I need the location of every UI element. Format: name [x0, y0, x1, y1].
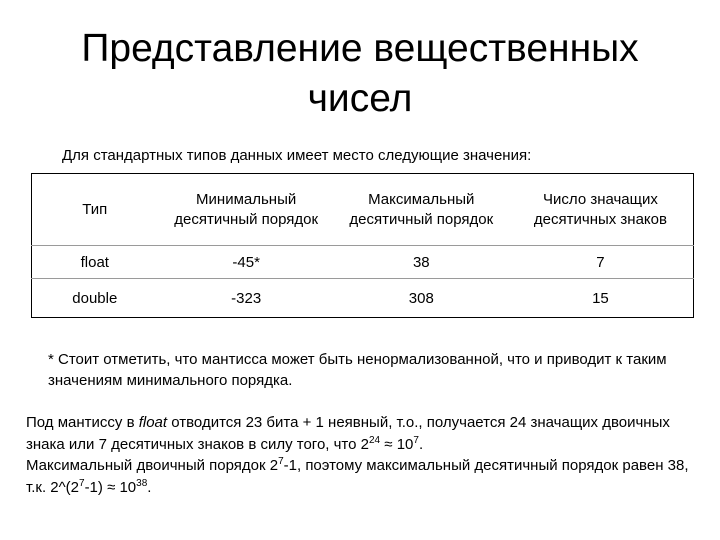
footnote: * Стоит отметить, что мантисса может быть ненормализованной, что и приводит к таким значениям минимального порядка.: [48, 351, 667, 389]
type-name-emphasis: float: [138, 414, 168, 431]
explanation-line-max-exponent: [26, 455, 706, 498]
table-header-row: [32, 174, 694, 246]
header-significant-digits: Число значащих десятичных знаков: [533, 190, 667, 228]
text-span: .: [418, 435, 424, 453]
exponent: 38: [136, 477, 148, 489]
text-span: -1, поэтому максимальный десятичный порядок равен 38, т.к. 2^(2: [26, 457, 689, 496]
cell-type: double: [32, 279, 158, 318]
table-row-float: [32, 246, 694, 279]
exponent: 7: [278, 456, 284, 467]
text-span: ≈ 10: [380, 435, 414, 453]
cell-min-exponent: -45*: [158, 246, 335, 279]
text-span: Под мантиссу в: [26, 414, 139, 431]
intro-text: Для стандартных типов данных имеет место следующие значения:: [62, 147, 532, 164]
cell-significant-digits: 7: [508, 246, 694, 279]
table-row-double: [32, 279, 694, 318]
slide-title: Представление вещественных чисел: [81, 27, 639, 120]
text-span: Максимальный двоичный порядок 2: [26, 457, 279, 474]
cell-max-exponent: 308: [335, 279, 508, 318]
explanation-line-float: [26, 412, 706, 455]
exponent: 24: [369, 434, 381, 446]
power-base: 2: [360, 435, 369, 453]
cell-max-exponent: 38: [335, 246, 508, 279]
header-max-exponent: Максимальный десятичный порядок: [349, 190, 494, 228]
text-span: отводится 23 бита + 1 неявный, т.о., получается 24 значащих двоичных знака или 7 десятичных знаков в силу того, что: [26, 414, 670, 453]
exponent: 7: [413, 434, 419, 446]
cell-significant-digits: 15: [508, 279, 694, 318]
text-span: .: [147, 478, 152, 496]
cell-min-exponent: -323: [158, 279, 335, 318]
text-span: -1) ≈ 10: [84, 478, 137, 496]
float-types-table: [31, 173, 694, 318]
header-type: Тип: [82, 200, 108, 218]
header-min-exponent: Минимальный десятичный порядок: [174, 190, 319, 228]
exponent: 7: [79, 477, 85, 489]
explanation-paragraph: [26, 412, 706, 498]
cell-type: float: [32, 246, 158, 279]
